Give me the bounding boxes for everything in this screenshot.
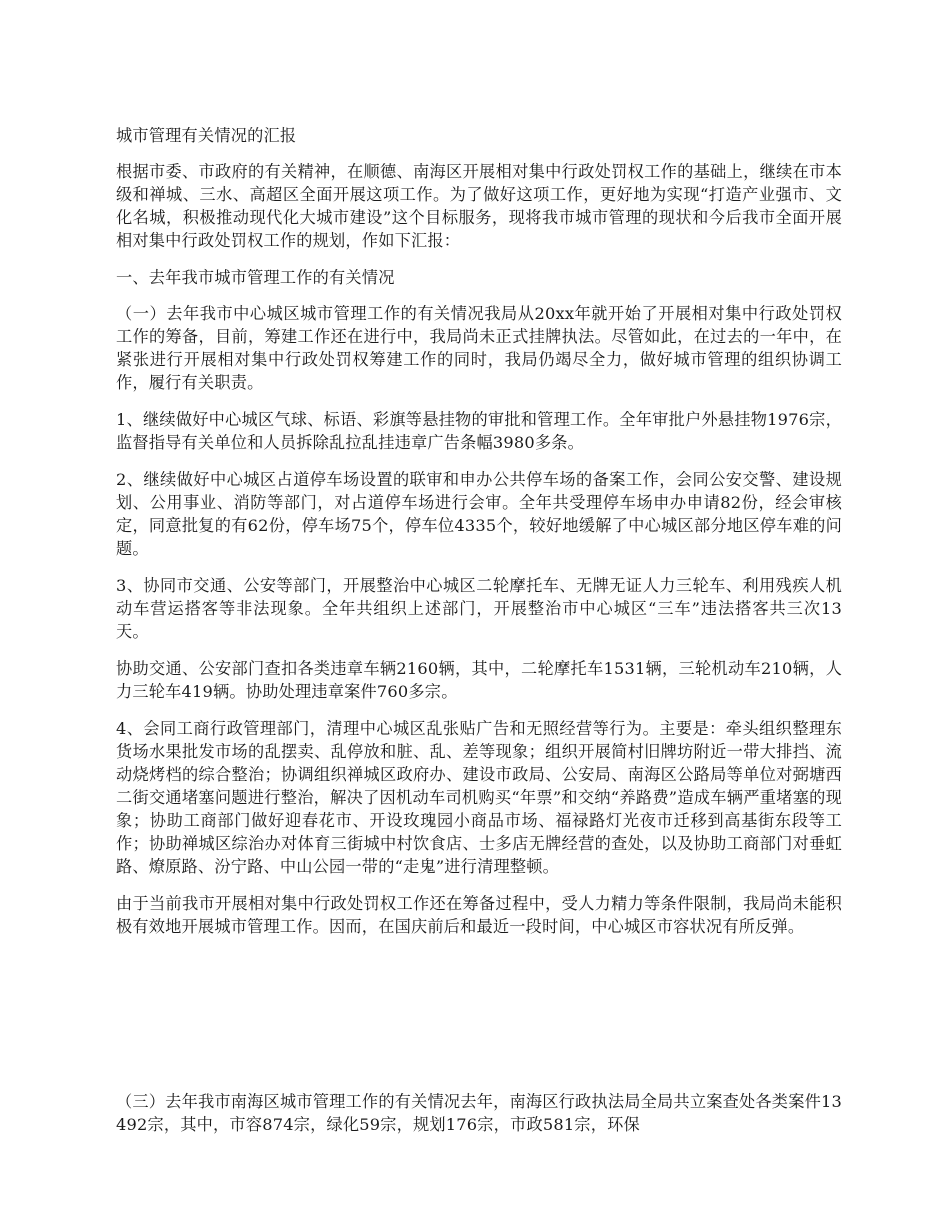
item-paragraph-4: 4、会同工商行政管理部门，清理中心城区乱张贴广告和无照经营等行为。主要是：牵头组织整理东货场水果批发市场的乱摆卖、乱停放和脏、乱、差等现象；组织开展简村旧牌坊附近一带大排挡、流动烧烤档的综合整治；协调组织禅城区政府办、建设市政局、公安局、南海区公路局等单位对弼塘西二街交通堵塞问题进行整治，解决了因机动车司机购买“年票”和交纳“养路费”造成车辆严重堵塞的现象；协助工商部门做好迎春花市、开设玫瑰园小商品市场、福禄路灯光夜市迁移到高基街东段等工作；协助禅城区综治办对体育三街城中村饮食店、士多店无牌经营的查处，以及协助工商部门对垂虹路、燎原路、汾宁路、中山公园一带的“走鬼”进行清理整顿。 <box>116 719 842 876</box>
assist-paragraph: 协助交通、公安部门查扣各类违章车辆2160辆，其中，二轮摩托车1531辆，三轮机动车210辆，人力三轮车419辆。协助处理违章案件760多宗。 <box>116 659 842 701</box>
subsection-paragraph-1: （一）去年我市中心城区城市管理工作的有关情况我局从20xx年就开始了开展相对集中行政处罚权工作的筹备，目前，筹建工作还在进行中，我局尚未正式挂牌执法。尽管如此，在过去的一年中，在紧张进行开展相对集中行政处罚权筹建工作的同时，我局仍竭尽全力，做好城市管理的组织协调工作，履行有关职责。 <box>116 304 842 392</box>
subsection-paragraph-3: （三）去年我市南海区城市管理工作的有关情况去年，南海区行政执法局全局共立案查处各类案件13492宗，其中，市容874宗，绿化59宗，规划176宗，市政581宗，环保 <box>116 1092 842 1134</box>
summary-paragraph: 由于当前我市开展相对集中行政处罚权工作还在筹备过程中，受人力精力等条件限制，我局尚未能积极有效地开展城市管理工作。因而，在国庆前后和最近一段时间，中心城区市容状况有所反弹。 <box>116 894 842 936</box>
intro-paragraph: 根据市委、市政府的有关精神，在顺德、南海区开展相对集中行政处罚权工作的基础上，继续在市本级和禅城、三水、高超区全面开展这项工作。为了做好这项工作，更好地为实现“打造产业强市、文化名城，积极推动现代化大城市建设”这个目标服务，现将我市城市管理的现状和今后我市全面开展相对集中行政处罚权工作的规划，作如下汇报： <box>116 162 842 250</box>
section-heading-1: 一、去年我市城市管理工作的有关情况 <box>116 268 395 287</box>
document-title: 城市管理有关情况的汇报 <box>116 126 297 145</box>
item-paragraph-2: 2、继续做好中心城区占道停车场设置的联审和申办公共停车场的备案工作，会同公安交警、建设规划、公用事业、消防等部门，对占道停车场进行会审。全年共受理停车场申办申请82份，经会审核定，同意批复的有62份，停车场75个，停车位4335个，较好地缓解了中心城区部分地区停车难的问题。 <box>116 470 842 558</box>
item-paragraph-1: 1、继续做好中心城区气球、标语、彩旗等悬挂物的审批和管理工作。全年审批户外悬挂物1976宗，监督指导有关单位和人员拆除乱拉乱挂违章广告条幅3980多条。 <box>116 410 842 452</box>
blank-gap <box>116 952 842 1090</box>
document-page <box>116 124 842 1150</box>
item-paragraph-3: 3、协同市交通、公安等部门，开展整治中心城区二轮摩托车、无牌无证人力三轮车、利用残疾人机动车营运搭客等非法现象。全年共组织上述部门，开展整治市中心城区“三车”违法搭客共三次13天。 <box>116 576 842 641</box>
